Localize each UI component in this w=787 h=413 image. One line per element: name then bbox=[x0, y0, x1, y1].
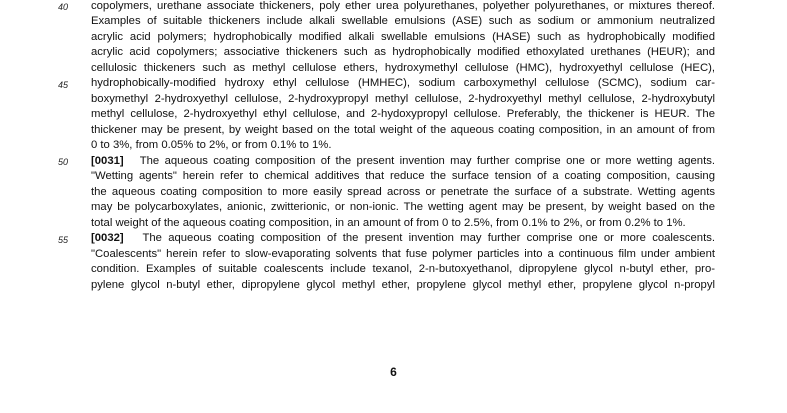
text-line: the aqueous coating composition to more easily spread across or penetrate the surface of a substrate. Wetting agents bbox=[91, 186, 715, 198]
text-line: "Coalescents" herein refer to slow-evaporating solvents that fuse polymer particles into a continuous film under ambient bbox=[91, 248, 715, 260]
line-number-40: 40 bbox=[58, 2, 69, 12]
text-line: cellulosic thickeners such as methyl cellulose ethers, hydroxymethyl cellulose (HMC), hydroxyethyl cellulose (HEC), bbox=[91, 62, 715, 74]
page-number: 6 bbox=[390, 365, 397, 379]
line-number-50: 50 bbox=[58, 157, 69, 167]
text-line: methyl cellulose, 2-hydroxyethyl ethyl cellulose, and 2-hydoxypropyl cellulose. Preferably, the thickener is HEUR. The bbox=[91, 108, 715, 120]
paragraph-0031-line bbox=[91, 154, 715, 168]
text-line: pylene glycol n-butyl ether, dipropylene glycol methyl ether, propylene glycol methyl ether, propylene glycol n-propyl bbox=[91, 279, 715, 291]
paragraph-number: [0032] bbox=[91, 232, 124, 244]
text-line: 0 to 3%, from 0.05% to 2%, or from 0.1% to 1%. bbox=[91, 139, 332, 151]
paragraph-text: The aqueous coating composition of the present invention may further comprise one or more wetting agents. bbox=[139, 155, 715, 167]
text-line: acrylic acid copolymers; associative thickeners such as hydrophobically modified ethoxylated urethanes (HEUR); and bbox=[91, 46, 715, 58]
text-line: acrylic acid polymers; hydrophobically modified alkali swellable emulsions (HASE) such as hydrophobically modified bbox=[91, 31, 715, 43]
line-number-55: 55 bbox=[58, 235, 69, 245]
text-line: may be polycarboxylates, anionic, zwitterionic, or non-ionic. The wetting agent may be present, by weight based on the bbox=[91, 201, 715, 213]
paragraph-0032-line bbox=[91, 231, 715, 245]
text-line: thickener may be present, by weight based on the total weight of the aqueous coating composition, in an amount of from bbox=[91, 124, 715, 136]
paragraph-number: [0031] bbox=[91, 155, 124, 167]
text-line: boxymethyl 2-hydroxyethyl cellulose, 2-hydroxypropyl methyl cellulose, 2-hydroxyethyl methyl cellulose, 2-hydroxybutyl bbox=[91, 93, 715, 105]
text-line: copolymers, urethane associate thickeners, poly ether urea polyurethanes, polyether polyurethanes, or mixtures thereof. bbox=[91, 0, 715, 12]
text-line: condition. Examples of suitable coalescents include texanol, 2-n-butoxyethanol, dipropylene glycol n-butyl ether, pro- bbox=[91, 263, 715, 275]
paragraph-text: The aqueous coating composition of the present invention may further comprise one or more coalescents. bbox=[142, 232, 716, 244]
text-line: Examples of suitable thickeners include alkali swellable emulsions (ASE) such as sodium or ammonium neutralized bbox=[91, 15, 715, 27]
text-line: hydrophobically-modified hydroxy ethyl cellulose (HMHEC), sodium carboxymethyl cellulose (SCMC), sodium car- bbox=[91, 77, 715, 89]
text-line: "Wetting agents" herein refer to chemical additives that reduce the surface tension of a coating composition, causing bbox=[91, 170, 715, 182]
line-number-45: 45 bbox=[58, 80, 69, 90]
text-line: total weight of the aqueous coating composition, in an amount of from 0 to 2.5%, from 0.1% to 2%, or from 0.2% to 1%. bbox=[91, 217, 686, 229]
